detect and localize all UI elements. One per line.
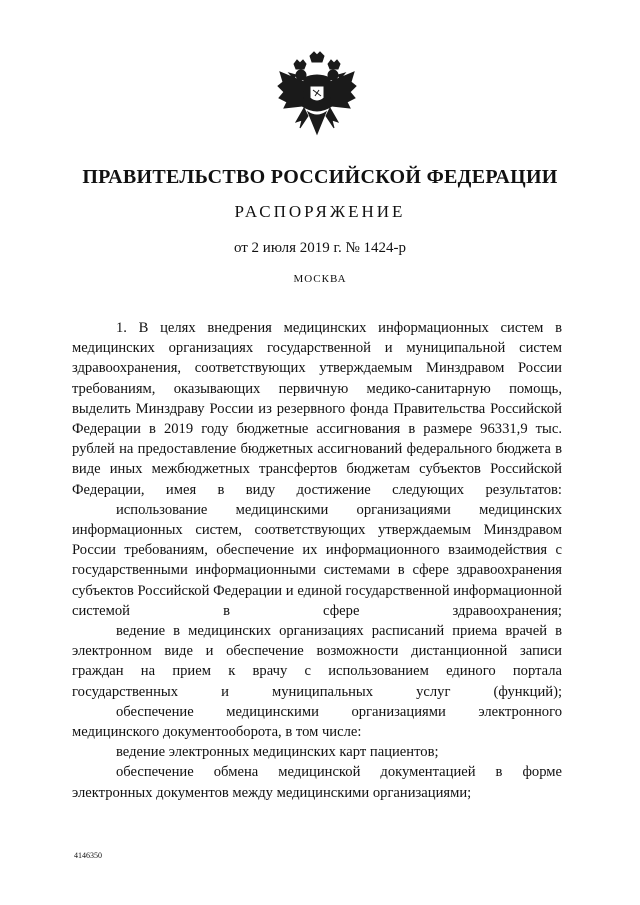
city: МОСКВА: [293, 273, 347, 285]
government-title: ПРАВИТЕЛЬСТВО РОССИЙСКОЙ ФЕДЕРАЦИИ: [82, 166, 558, 188]
paragraph-5: ведение электронных медицинских карт пациентов;: [116, 744, 439, 761]
paragraph-3: ведение в медицинских организациях расписаний приема врачей в электронном виде и обеспечение возможности дистанционной записи граждан на прием к врачу с использованием единого портала государственных и муниципальных услуг (функций);: [72, 623, 562, 700]
paragraph-6: обеспечение обмена медицинской документацией в форме электронных документов между медицинскими организациями;: [72, 764, 562, 801]
document-code: 4146350: [74, 851, 102, 860]
paragraph-2: использование медицинскими организациями медицинских информационных систем, соответствующих утверждаемым Минздравом России требованиям, обеспечение их информационного взаимодействия с государственными информационными системами в сфере здравоохранения субъектов Российской Федерации и единой государственной информационной системой в сфере здравоохранения;: [72, 501, 562, 619]
paragraph-1: 1. В целях внедрения медицинских информационных систем в медицинских организациях государственной и муниципальной систем здравоохранения, соответствующих утверждаемым Минздравом России требованиям, оказывающих первичную медико-санитарную помощь, выделить Минздраву России из резервного фонда Правительства Российской Федерации в 2019 году бюджетные ассигнования в размере 96331,9 тыс. рублей на предоставление бюджетных ассигнований федерального бюджета в виде иных межбюджетных трансфертов бюджетам субъектов Российской Федерации, имея в виду достижение следующих результатов:: [72, 320, 562, 498]
paragraph-4: обеспечение медицинскими организациями электронного медицинского документооборота, в том числе:: [72, 703, 562, 741]
coat-of-arms-icon: [274, 50, 360, 142]
date-and-number: от 2 июля 2019 г. № 1424-р: [233, 240, 407, 256]
document-type: РАСПОРЯЖЕНИЕ: [234, 202, 406, 221]
document-body: [72, 318, 562, 803]
